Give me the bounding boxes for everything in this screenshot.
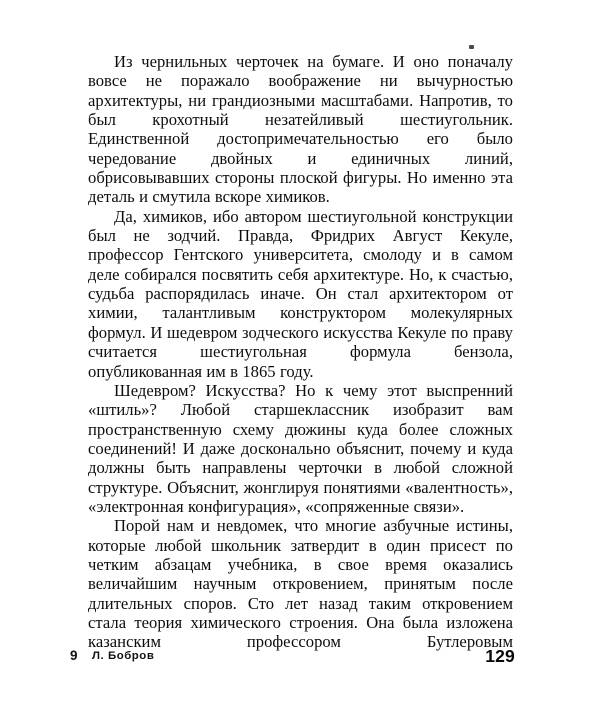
paragraph: Из чернильных черточек на бумаге. И оно поначалу вовсе не поражало воображение ни вычурностью архитектуры, ни грандиозными масштабами. Напротив, то был крохотный незатейливый шестиугольник. Единственной достопримечательностью его было чередование двойных и единичных линий, обрисовывавших стороны плоской фигуры. Но именно эта деталь и смутила вскоре химиков. [88,52,513,207]
page-number: 129 [485,646,515,666]
paragraph: Шедевром? Искусства? Но к чему этот выспренний «штиль»? Любой старшеклассник изобразит вам пространственную схему дюжины куда более сложных соединений! И даже досконально объяснит, почему и куда должны быть направлены черточки в любой сложной структуре. Объяснит, жонглируя понятиями «валентность», «электронная конфигурация», «сопряженные связи». [88,380,513,516]
signature-mark: 9 [70,648,78,663]
ink-speck-artifact [469,45,474,49]
paragraph: Да, химиков, ибо автором шестиугольной конструкции был не зодчий. Правда, Фридрих Август Кекуле, профессор Гентского университета, смолоду и в самом деле собирался посвятить себя архитектуре. Но, к счастью, судьба распорядилась иначе. Он стал архитектором от химии, талантливым конструктором молекулярных формул. И шедевром зодческого искусства Кекуле по праву считается шестиугольная формула бензола, опубликованная им в 1865 году. [88,206,513,381]
running-author: Л. Бобров [92,650,155,662]
page-footer [70,648,515,670]
paragraph: Порой нам и невдомек, что многие азбучные истины, которые любой школьник затвердит в один присест по четким абзацам учебника, в свое время оказались величайшим научным откровением, принятым после длительных споров. Сто лет назад таким откровением стала теория химического строения. Она была изложена казанским профессором Бутлеровым [88,516,513,652]
page-text-block [88,52,513,652]
